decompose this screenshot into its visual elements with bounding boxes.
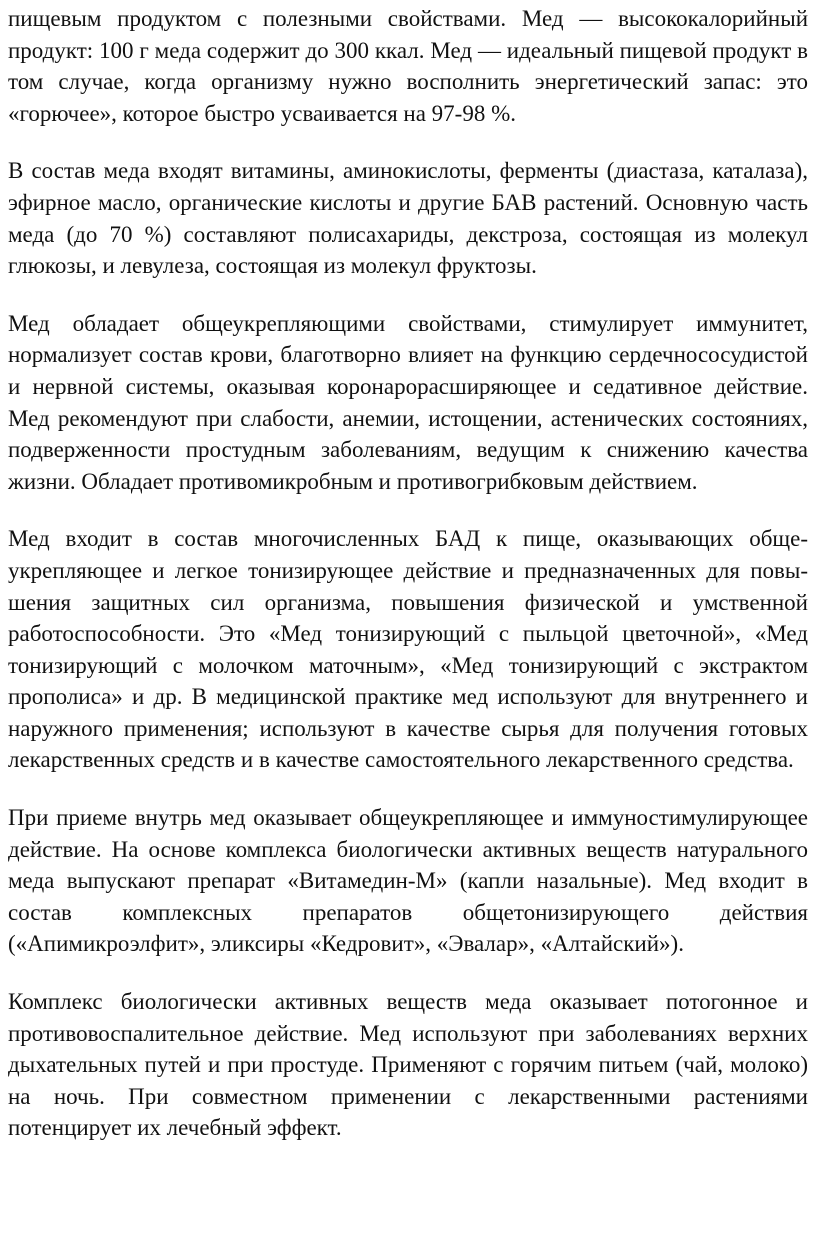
paragraph-6: Комплекс биологически активных веществ меда оказывает потогонное и противовоспалительное действие. Мед используют при заболеваниях верхних дыхательных путей и при простуде. Применяют с горячим питьем (чай, молоко) на ночь. При совместном применении с лекарственными растениями потенцирует их лечебный эффект.: [8, 989, 808, 1141]
paragraph-2: В состав меда входят витамины, аминокислоты, ферменты (диастаза, каталаза), эфирное масло, органические кислоты и другие БАВ растений. Основную часть меда (до 70 %) составляют полисахариды, декстроза, состоящая из молекул глюкозы, и левулеза, состоящая из молекул фруктозы.: [8, 158, 808, 279]
paragraph-4: Мед входит в состав многочисленных БАД к пище, оказывающих общеукрепляющее и легкое тонизирующее действие и предназначенных для повышения защитных сил организма, повышения физической и умственной работоспособности. Это «Мед тонизирующий с пыльцой цветочной», «Мед тонизирующий с молочком маточным», «Мед тонизирующий с экстрактом прополиса» и др. В медицинской практике мед используют для внутреннего и наружного применения; используют в качестве сырья для получения готовых лекарственных средств и в качестве самостоятельного лекарственного средства.: [8, 526, 808, 773]
paragraph-5: При приеме внутрь мед оказывает общеукрепляющее и иммуностимулирующее действие. На основе комплекса биологически активных веществ натурального меда выпускают препарат «Витамедин-М» (капли назальные). Мед входит в состав комплексных препаратов общетонизирующего действия («Апимикроэлфит», эликсиры «Кедровит», «Эвалар», «Алтайский»).: [8, 805, 808, 957]
paragraph-3: Мед обладает общеукрепляющими свойствами, стимулирует иммунитет, нормализует состав крови, благотворно влияет на функцию сердечнососудистой и нервной системы, оказывая коронарорасширяющее и седативное действие. Мед рекомендуют при слабости, анемии, истощении, астенических состояниях, подверженности простудным заболеваниям, ведущим к снижению качества жизни. Обладает противомикробным и противогрибковым действием.: [8, 310, 808, 494]
paragraph-1: пищевым продуктом с полезными свойствами. Мед — высококалорийный продукт: 100 г меда содержит до 300 ккал. Мед — идеальный пищевой продукт в том случае, когда организму нужно восполнить энергетический запас: это «горючее», которое быстро усваивается на 97-98 %.: [8, 6, 808, 126]
